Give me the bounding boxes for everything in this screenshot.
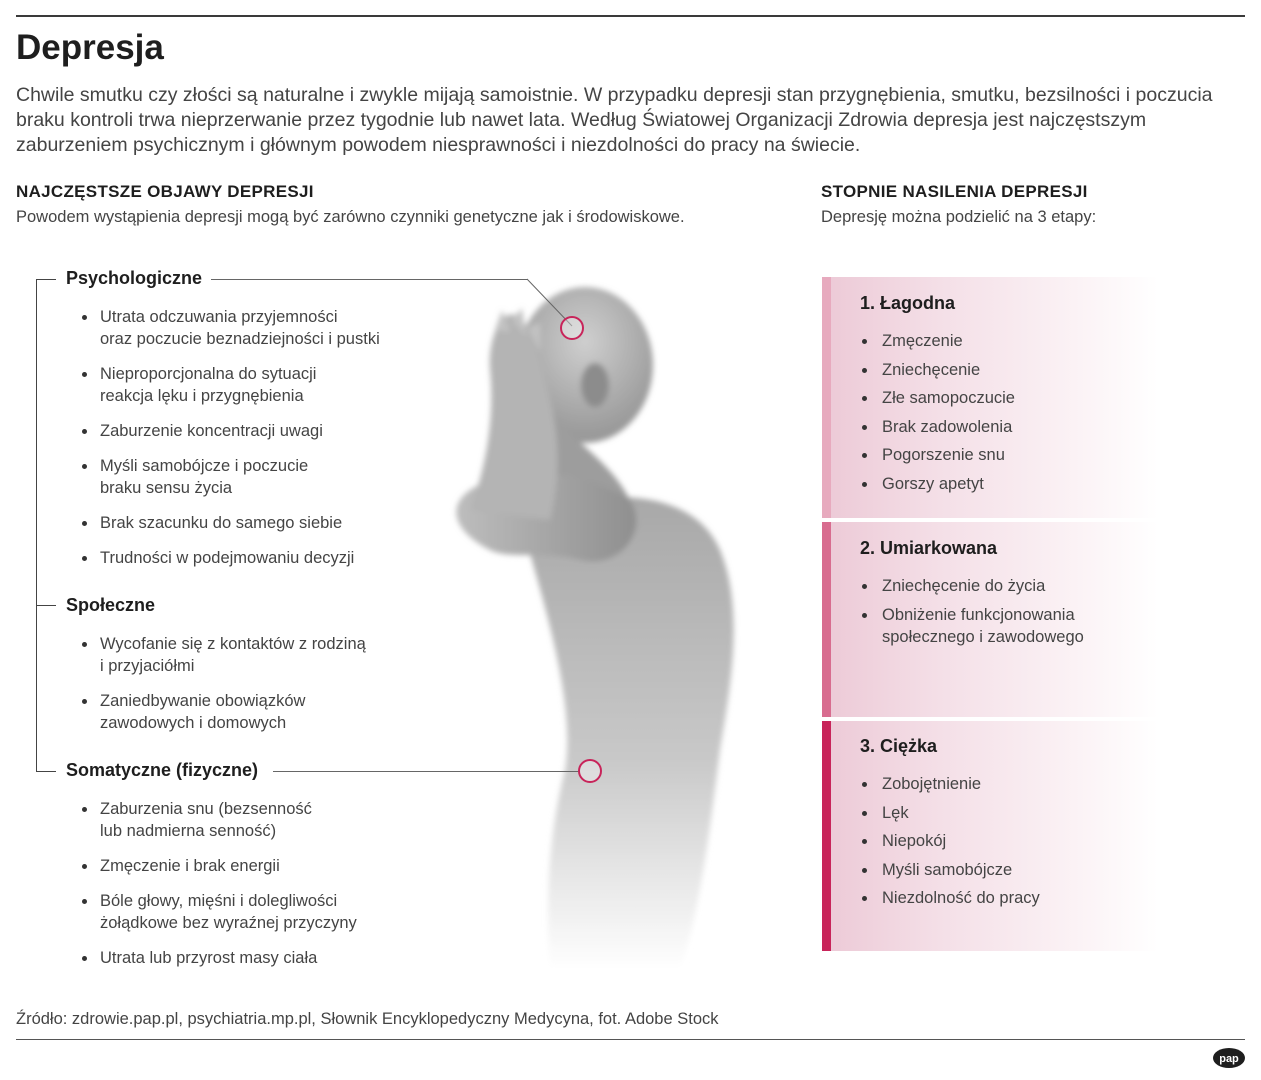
- head-marker: [560, 316, 584, 340]
- source-text: Źródło: zdrowie.pap.pl, psychiatria.mp.pl, Słownik Encyklopedyczny Medycyna, fot. Adobe Stock: [16, 1010, 719, 1028]
- list-item: Zaburzenia snu (bezsenność lub nadmierna senność): [80, 798, 357, 842]
- stage-list: [862, 575, 1102, 654]
- bottom-rule: [16, 1039, 1245, 1040]
- leader-line: [273, 771, 579, 772]
- group-heading-somatic: Somatyczne (fizyczne): [66, 760, 259, 780]
- list-item: Lęk: [862, 802, 1040, 824]
- stage-bar: [822, 721, 831, 951]
- leader-line: [211, 279, 528, 280]
- stage-title: 3. Ciężka: [860, 736, 938, 756]
- social-list: [80, 633, 366, 747]
- list-item: Zmęczenie i brak energii: [80, 855, 357, 877]
- list-item: Zniechęcenie: [862, 359, 1015, 381]
- list-item: Zaniedbywanie obowiązków zawodowych i domowych: [80, 690, 366, 734]
- list-item: Niepokój: [862, 830, 1040, 852]
- list-item: Zmęczenie: [862, 330, 1015, 352]
- list-item: Zobojętnienie: [862, 773, 1040, 795]
- stages-heading: STOPNIE NASILENIA DEPRESJI: [821, 182, 1088, 201]
- top-rule: [16, 15, 1245, 17]
- somatic-list: [80, 798, 357, 982]
- list-item: Utrata odczuwania przyjemności oraz poczucie beznadziejności i pustki: [80, 306, 380, 350]
- stage-list: [862, 330, 1015, 501]
- list-item: Trudności w podejmowaniu decyzji: [80, 547, 380, 569]
- stages-subheading: Depresję można podzielić na 3 etapy:: [821, 208, 1097, 226]
- list-item: Wycofanie się z kontaktów z rodziną i przyjaciółmi: [80, 633, 366, 677]
- list-item: Gorszy apetyt: [862, 473, 1015, 495]
- bracket-line: [36, 279, 37, 771]
- list-item: Zniechęcenie do życia: [862, 575, 1102, 597]
- group-tick: [36, 771, 56, 772]
- list-item: Brak szacunku do samego siebie: [80, 512, 380, 534]
- stage-list: [862, 773, 1040, 916]
- list-item: Pogorszenie snu: [862, 444, 1015, 466]
- stage-bar: [822, 522, 831, 717]
- list-item: Złe samopoczucie: [862, 387, 1015, 409]
- symptoms-subheading: Powodem wystąpienia depresji mogą być zarówno czynniki genetyczne jak i środowiskowe.: [16, 208, 685, 226]
- group-tick: [36, 605, 56, 606]
- group-heading-psychological: Psychologiczne: [66, 268, 203, 288]
- page-title: Depresja: [16, 28, 164, 67]
- group-heading-social: Społeczne: [66, 595, 156, 615]
- list-item: Nieproporcjonalna do sytuacji reakcja lęku i przygnębienia: [80, 363, 380, 407]
- list-item: Obniżenie funkcjonowania społecznego i zawodowego: [862, 604, 1102, 648]
- list-item: Zaburzenie koncentracji uwagi: [80, 420, 380, 442]
- symptoms-heading: NAJCZĘSTSZE OBJAWY DEPRESJI: [16, 182, 314, 201]
- group-tick: [36, 279, 56, 280]
- svg-text:pap: pap: [1219, 1053, 1239, 1065]
- stage-title: 1. Łagodna: [860, 293, 956, 313]
- pap-logo: [1212, 1047, 1246, 1069]
- stage-severe: [822, 721, 1158, 951]
- list-item: Bóle głowy, mięśni i dolegliwości żołądkowe bez wyraźnej przyczyny: [80, 890, 357, 934]
- list-item: Niezdolność do pracy: [862, 887, 1040, 909]
- list-item: Brak zadowolenia: [862, 416, 1015, 438]
- list-item: Myśli samobójcze: [862, 859, 1040, 881]
- stage-mild: [822, 277, 1158, 518]
- stomach-marker: [578, 759, 602, 783]
- figure-image: [400, 270, 780, 970]
- stage-bar: [822, 277, 831, 518]
- list-item: Myśli samobójcze i poczucie braku sensu życia: [80, 455, 380, 499]
- stage-title: 2. Umiarkowana: [860, 538, 998, 558]
- list-item: Utrata lub przyrost masy ciała: [80, 947, 357, 969]
- intro-text: Chwile smutku czy złości są naturalne i zwykle mijają samoistnie. W przypadku depresji stan przygnębienia, smutku, bezsilności i poczucia braku kontroli trwa nieprzerwanie przez tygodnie lub nawet lata. Według Światowej Organizacji Zdrowia depresja jest najczęstszym zaburzeniem psychicznym i głównym powodem niesprawności i niezdolności do pracy na świecie.: [16, 84, 1213, 156]
- psychological-list: [80, 306, 380, 582]
- stage-moderate: [822, 522, 1158, 717]
